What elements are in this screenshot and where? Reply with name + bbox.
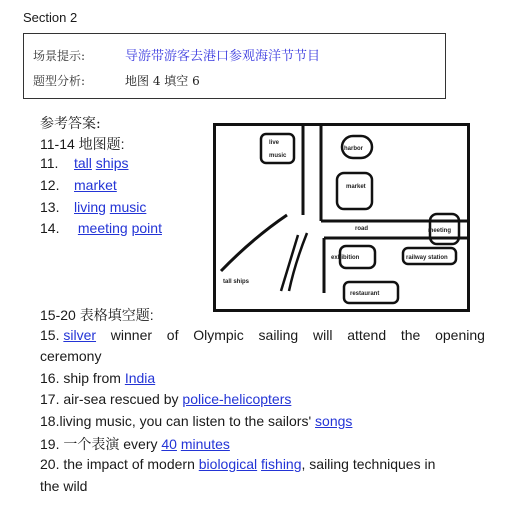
question-type-row bbox=[33, 72, 200, 89]
answer-link[interactable]: living bbox=[74, 199, 106, 215]
answer-link[interactable]: market bbox=[74, 177, 117, 193]
tall-ships-label: tall ships bbox=[223, 279, 250, 285]
shore-curve-path bbox=[221, 215, 287, 271]
answer-row-15 bbox=[40, 327, 485, 343]
q20-text-suffix: , sailing techniques in bbox=[301, 456, 436, 472]
q15-word: opening bbox=[435, 327, 485, 343]
live-music-label: music bbox=[269, 153, 287, 159]
answer-link[interactable]: meeting bbox=[77, 220, 128, 236]
answer-number: 15. bbox=[40, 327, 60, 343]
road-label: road bbox=[355, 226, 369, 232]
map-questions-heading: 11-14 地图题: bbox=[40, 136, 125, 152]
q18-text: 18.living music, you can listen to the sailors' bbox=[40, 413, 316, 429]
pier-line-path bbox=[289, 233, 307, 291]
q15-word: the bbox=[400, 327, 421, 343]
q16-text: 16. ship from bbox=[40, 370, 125, 386]
railway-station-label: railway station bbox=[406, 255, 448, 261]
q15-word: will bbox=[312, 327, 333, 343]
q15-word: of bbox=[166, 327, 179, 343]
restaurant-label: restaurant bbox=[350, 291, 380, 297]
answer-row-19 bbox=[40, 434, 230, 454]
answer-link[interactable]: tall bbox=[74, 155, 92, 171]
exhibition-label: exhibition bbox=[331, 255, 360, 261]
answer-link[interactable]: music bbox=[109, 199, 147, 215]
answer-link[interactable]: police-helicopters bbox=[182, 391, 292, 407]
map-svg bbox=[213, 123, 470, 312]
answer-link[interactable]: fishing bbox=[261, 456, 302, 472]
answer-link[interactable]: songs bbox=[315, 413, 353, 429]
answer-number: 11. bbox=[40, 155, 59, 171]
answer-number: 14. bbox=[40, 220, 60, 236]
answer-link[interactable]: ships bbox=[95, 155, 129, 171]
q17-text: 17. air-sea rescued by bbox=[40, 391, 183, 407]
q19-text: 19. 一个表演 every bbox=[40, 436, 162, 452]
q15-word: attend bbox=[347, 327, 387, 343]
answer-number: 13. bbox=[40, 199, 60, 215]
table-questions-heading: 15-20 表格填空题: bbox=[40, 307, 154, 323]
answer-row bbox=[40, 155, 128, 171]
meeting-label: meeting bbox=[428, 228, 452, 234]
answer-row-18 bbox=[40, 413, 352, 429]
answer-row-20 bbox=[40, 456, 435, 472]
answer-link[interactable]: silver bbox=[63, 327, 97, 343]
reference-answers-heading: 参考答案: bbox=[40, 116, 101, 132]
answer-link[interactable]: point bbox=[131, 220, 162, 236]
live-music-label: live bbox=[269, 140, 280, 146]
answer-number: 12. bbox=[40, 177, 60, 193]
q15-word: sailing bbox=[258, 327, 299, 343]
scene-hint-row bbox=[33, 45, 320, 64]
scene-hint-label: 场景提示: bbox=[33, 49, 86, 63]
question-type-value: 地图 4 填空 6 bbox=[125, 74, 200, 88]
answer-row-15-continuation: ceremony bbox=[40, 348, 102, 364]
answer-link[interactable]: India bbox=[124, 370, 156, 386]
market-box bbox=[337, 173, 372, 209]
scene-hint-value: 导游带游客去港口参观海洋节节目 bbox=[125, 49, 321, 64]
answer-row bbox=[40, 199, 146, 215]
answer-row bbox=[40, 177, 117, 193]
answer-link[interactable]: minutes bbox=[180, 436, 230, 452]
answer-row bbox=[40, 220, 162, 236]
answer-row-16 bbox=[40, 370, 155, 386]
answer-link[interactable]: 40 bbox=[161, 436, 177, 452]
harbor-label: harbor bbox=[344, 146, 364, 152]
q15-word: Olympic bbox=[193, 327, 244, 343]
answer-row-17 bbox=[40, 391, 291, 407]
question-type-label: 题型分析: bbox=[33, 74, 86, 88]
q15-start bbox=[40, 327, 96, 343]
answer-link[interactable]: biological bbox=[198, 456, 258, 472]
answer-row-20-continuation: the wild bbox=[40, 478, 88, 494]
q20-text: 20. the impact of modern bbox=[40, 456, 199, 472]
q15-word: winner bbox=[110, 327, 153, 343]
scene-info-box bbox=[23, 33, 446, 99]
map-diagram bbox=[213, 123, 470, 312]
market-label: market bbox=[346, 184, 366, 190]
section-title: Section 2 bbox=[23, 10, 78, 25]
